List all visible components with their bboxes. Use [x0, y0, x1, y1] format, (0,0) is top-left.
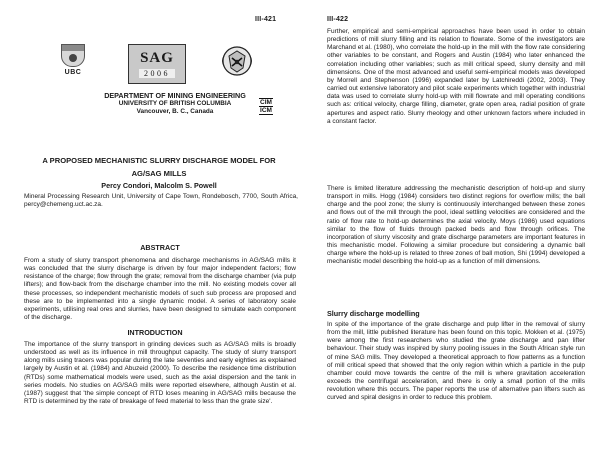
- slurry-discharge-heading: Slurry discharge modelling: [327, 309, 420, 318]
- paper-title: [18, 154, 300, 180]
- introduction-text: The importance of the slurry transport in grinding devices such as AG/SAG mills is broadly understood as well as its influence in mill throughput capacity. The study of slurry transport along mills using tracers was popular during the late seventies and early eighties as explained largely by Austin et al. (1984) and Abuzeid (2000). To describe the residence time distribution (RTDs) some mathematical models were used, such as the axial dispersion and the tank in series models. No studies on AG/SAG mills were reported elsewhere, although Austin et al. (1987) suggest that 'the simple concept of RTD loses meaning in AG/SAG mills because the RTD is determined by the rate of breakage of feed material to less than the grate size'.: [24, 341, 296, 406]
- right-paragraph-2: There is limited literature addressing the mechanistic description of hold-up and slurry transport in mills. Hogg (1984) considers two distinct regions for overflow mills; the ball charge and the pool zone; the slurry is continuously interchanged between these zones and flows out of the mill through the pool, ideal settling velocities are considered and the ratio of flow rate to hold-up determines the axial velocity. Moys (1986) used equations similar to the flow of fluids through packed beds and flow through orifices. The incorporation of slurry viscosity and grate discharge parameters are important features in this mechanistic model. Following a similar procedure but considering a dynamic ball charge where the hold-up is related to three zones of ball motion, Shi (1994) developed a mechanistic model describing the hold-up as a function of mill dimensions.: [327, 185, 585, 266]
- sag-logo-title: SAG: [140, 49, 174, 66]
- page-number-left: III-421: [255, 16, 277, 23]
- cim-logo-top: CIM: [260, 98, 272, 106]
- abstract-heading: ABSTRACT: [140, 243, 180, 252]
- page-number-right: III-422: [327, 16, 349, 23]
- cim-logo-bottom: ICM: [260, 106, 272, 114]
- paper-title-line-2: AG/SAG MILLS: [131, 169, 187, 178]
- cim-logo: [256, 96, 276, 116]
- right-paragraph-1: Further, empirical and semi-empirical approaches have been used in order to obtain predictions of mill slurry filling and its relation to flowrate. Some of the investigators are Marchand et al. (1980), who correlate the hold-up in the mill with the flow rate considering other variables to be constant, and Rogers and Austin (1984) who later enhanced the correlation including other variables; such as mill critical speed, slurry density and mill dimensions. One of the most advanced and useful semi-empirical models was developed by Morrell and Stephenson (1996) expanded later by Latchireddi (2002, 2003). They carried out extensive laboratory and pilot scale experiments which together with industrial data was used to correlate slurry hold-up with mill flowrate and mill operating conditions such as: critical velocity, charge filling, diameter, grate open area, radial position of grate apertures and aspect ratio. Slurry rheology and other unknown factors where included in a constant factor.: [327, 28, 585, 125]
- department-name: DEPARTMENT OF MINING ENGINEERING: [104, 91, 246, 100]
- ubc-logo: [58, 44, 88, 76]
- sag-2006-logo: [128, 44, 186, 84]
- ubc-logo-text: UBC: [64, 69, 82, 76]
- sag-logo-year: 2006: [139, 69, 175, 78]
- ubc-crest-icon: [61, 44, 85, 67]
- paper-title-line-1: A PROPOSED MECHANISTIC SLURRY DISCHARGE MODEL FOR: [42, 156, 276, 165]
- mining-crest-icon: [220, 44, 254, 78]
- paper-affiliation: Mineral Processing Research Unit, University of Cape Town, Rondebosch, 7700, South Africa, percy@chemeng.uct.ac.za.: [24, 193, 298, 209]
- introduction-heading: INTRODUCTION: [127, 328, 183, 337]
- university-location: Vancouver, B. C., Canada: [136, 108, 214, 116]
- department-block: [92, 92, 258, 117]
- university-name: UNIVERSITY OF BRITISH COLUMBIA: [118, 100, 232, 108]
- abstract-text: From a study of slurry transport phenomena and discharge mechanisms in AG/SAG mills it was concluded that the slurry discharge is driven by four major independent factors; flow resistance of the charge; flow through the grate; removal from the discharge chamber (via pulp lifters); and flow-back from the discharge chamber into the mill. No existing models cover all these processes, so independent mechanistic models of such sub process are proposed and these are to be implemented into a single dynamic model. A series of laboratory scale experiments, utilising real ores and slurries, have been designed to simulate each component of the discharge.: [24, 257, 296, 322]
- right-paragraph-3: In spite of the importance of the grate discharge and pulp lifter in the removal of slurry from the mill, little published literature has been found on this topic. Mokken et al. (1975) were among the first researchers who studied the grate discharge and pan lifter behaviour. Their study was inspired by slurry pooling issues in the South African style run of mine SAG mills. They developed a theoretical approach to flow patterns as a function of mill critical speed that showed that the only region within which a particle in the pulp chamber could move towards the centre of the mill is where gravitation acceleration exceeds the centrifugal acceleration, and there is only a small portion of the mills revolution where this occurs. The paper reports the use of alternative pan lifters such as curved and spiral designs in order to reduce this problem.: [327, 321, 585, 402]
- paper-authors: Percy Condori, Malcolm S. Powell: [101, 181, 217, 190]
